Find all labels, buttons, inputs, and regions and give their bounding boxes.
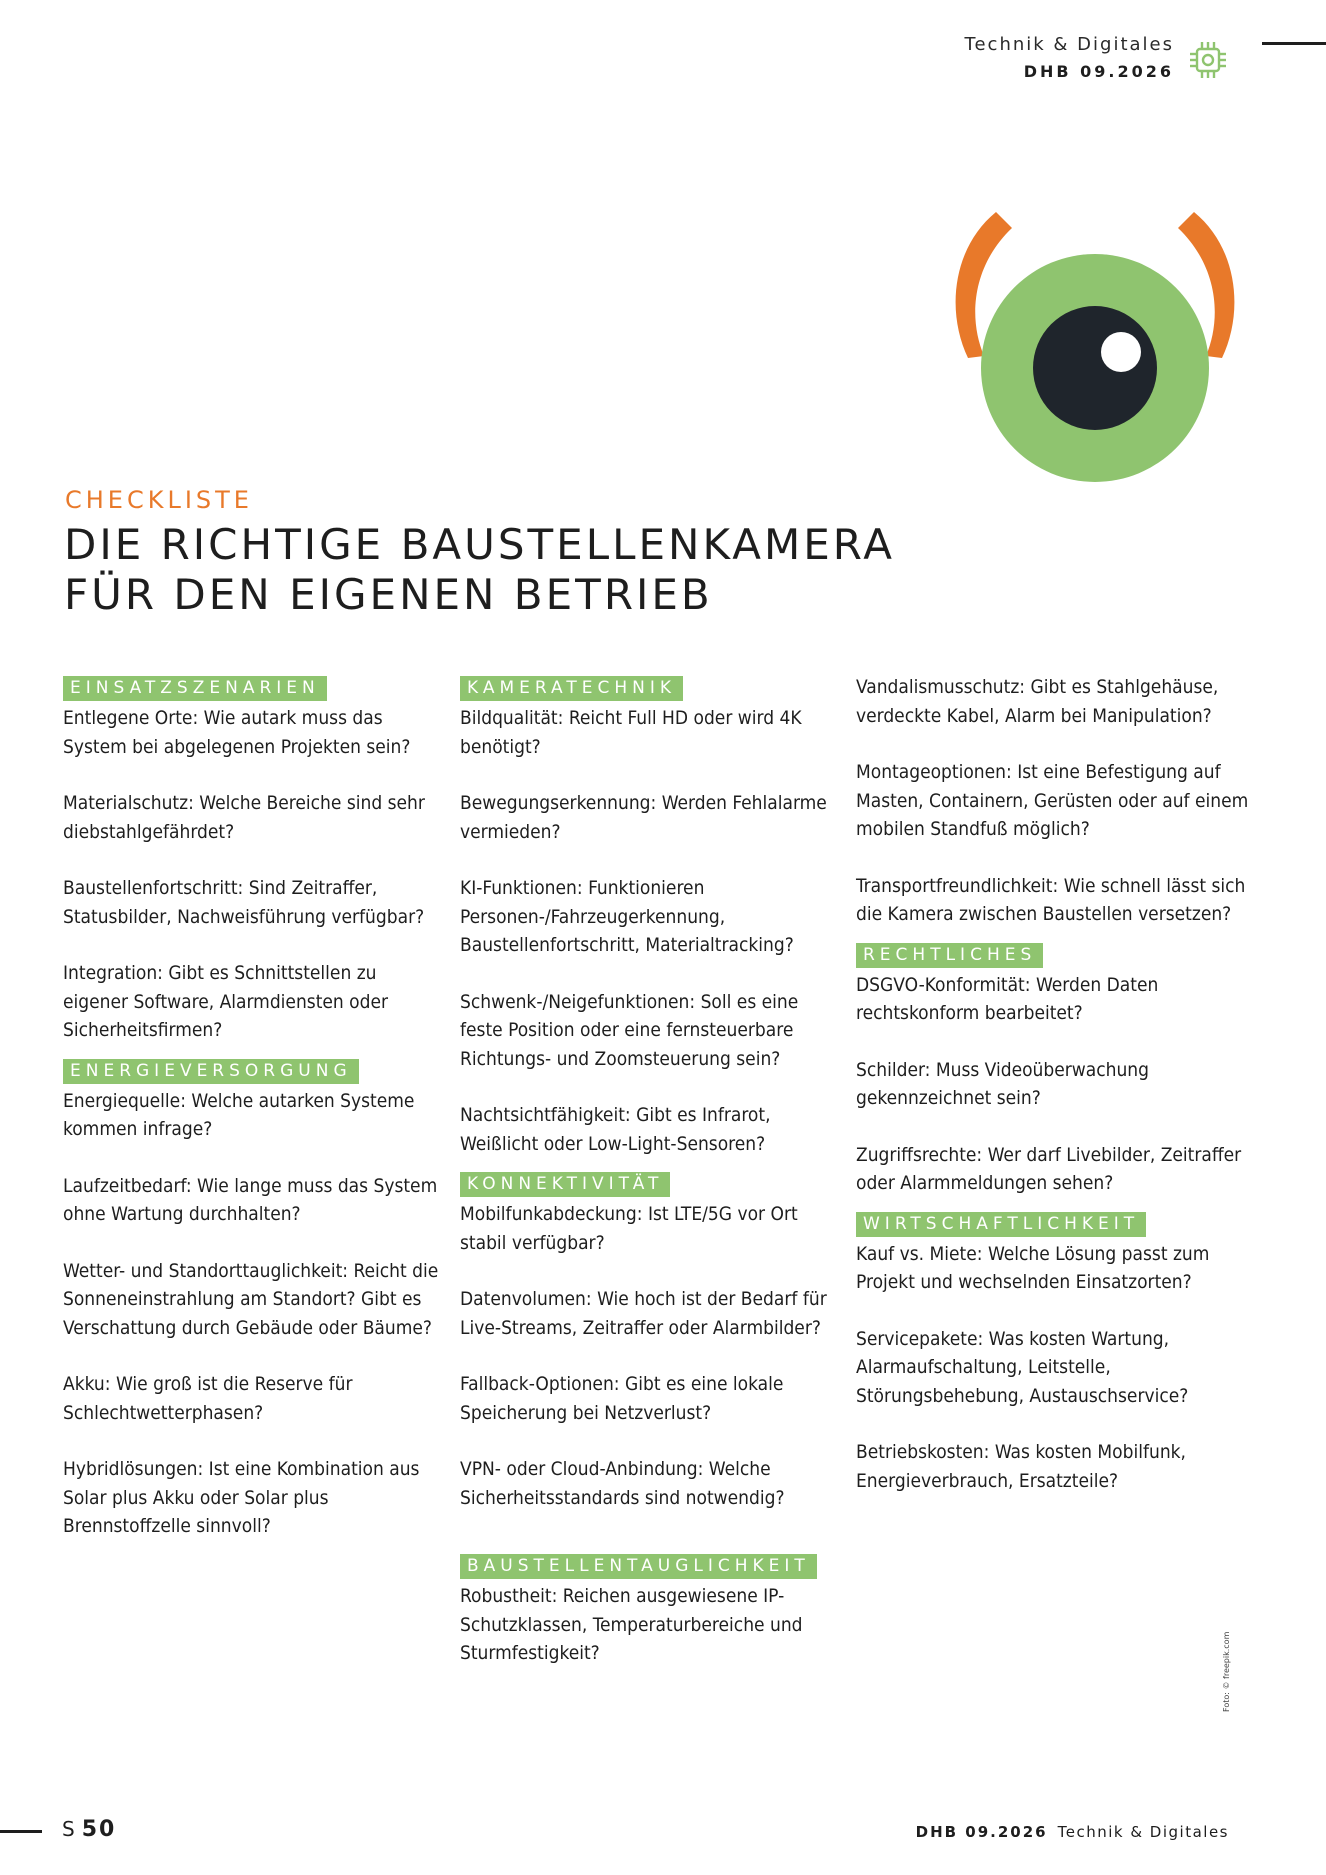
footer-info — [916, 1823, 1229, 1841]
checklist-item — [460, 1370, 840, 1427]
item-key: Fallback-Optionen: — [460, 1373, 620, 1395]
item-key: Laufzeitbedarf: — [63, 1174, 192, 1197]
item-text: Welche Bereiche sind sehr diebstahlgefährdet? — [63, 792, 425, 843]
page-title — [64, 520, 895, 620]
checklist-item — [856, 673, 1256, 730]
category-label: KONNEKTIVITÄT — [460, 1172, 670, 1197]
item-key: Vandalismusschutz: — [856, 676, 1026, 698]
header-issue: DHB 09.2026 — [1023, 62, 1174, 81]
page-number-value: 50 — [81, 1817, 117, 1842]
category-label: ENERGIEVERSORGUNG — [63, 1059, 359, 1084]
item-key: Betriebskosten: — [856, 1441, 990, 1463]
checklist-kicker: CHECKLISTE — [65, 486, 253, 514]
category-label: KAMERATECHNIK — [460, 676, 683, 701]
item-key: Wetter- und Standorttauglichkeit: — [63, 1259, 349, 1282]
item-text: Welche autarken Systeme kommen infrage? — [63, 1089, 415, 1140]
item-key: Zugriffsrechte: — [856, 1143, 983, 1166]
category-label: EINSATZSZENARIEN — [63, 676, 327, 701]
checklist-item — [460, 789, 840, 846]
checklist-item — [63, 1455, 443, 1541]
item-text: Wie lange muss das System ohne Wartung durchhalten? — [63, 1174, 438, 1225]
checklist-item — [460, 988, 840, 1074]
item-key: Schilder: — [856, 1058, 931, 1081]
item-text: Welche Lösung passt zum Projekt und wechselnden Einsatzorten? — [856, 1242, 1210, 1293]
checklist-item — [460, 1101, 840, 1158]
item-text: Gibt es Infrarot, Weißlicht oder Low-Light-Sensoren? — [460, 1104, 771, 1155]
item-key: Hybridlösungen: — [63, 1458, 204, 1480]
item-key: Servicepakete: — [856, 1327, 984, 1350]
checklist-item — [460, 1455, 840, 1512]
item-text: Muss Videoüberwachung gekennzeichnet sein? — [856, 1058, 1149, 1109]
checklist-item — [856, 1056, 1256, 1113]
item-key: Schwenk-/Neigefunktionen: — [460, 990, 696, 1013]
page-title-line: FÜR DEN EIGENEN BETRIEB — [64, 570, 713, 619]
item-key: VPN- oder Cloud-Anbindung: — [460, 1458, 704, 1480]
footer-rule — [0, 1830, 42, 1833]
footer-section: Technik & Digitales — [1057, 1823, 1229, 1841]
page-prefix: S — [62, 1817, 76, 1841]
item-key: Akku: — [63, 1373, 111, 1395]
checklist-item — [63, 1257, 443, 1343]
category-label: WIRTSCHAFTLICHKEIT — [856, 1212, 1146, 1237]
category-label: RECHTLICHES — [856, 943, 1043, 968]
item-text: Werden Fehlalarme vermieden? — [460, 792, 827, 843]
item-text: Gibt es Schnittstellen zu eigener Software, Alarmdiensten oder Sicherheitsfirmen? — [63, 962, 389, 1041]
checklist-item — [63, 789, 443, 846]
footer-issue: DHB 09.2026 — [915, 1823, 1048, 1841]
checklist-item — [856, 1141, 1256, 1198]
item-key: Bewegungserkennung: — [460, 792, 657, 814]
checklist-column-3 — [856, 673, 1256, 1495]
item-text: Ist LTE/5G vor Ort stabil verfügbar? — [460, 1203, 798, 1254]
checklist-item — [63, 1087, 443, 1144]
item-text: Reicht die Sonneneinstrahlung am Standort? Gibt es Verschattung durch Gebäude oder Bäume? — [63, 1259, 439, 1339]
item-text: Welche Sicherheitsstandards sind notwendig? — [460, 1458, 785, 1509]
checklist-item — [460, 1285, 840, 1342]
item-key: Bildqualität: — [460, 707, 564, 729]
item-key: Nachtsichtfähigkeit: — [460, 1104, 631, 1126]
item-text: Werden Daten rechtskonform bearbeitet? — [856, 973, 1159, 1024]
checklist-item — [856, 872, 1256, 929]
item-key: DSGVO-Konformität: — [856, 973, 1031, 996]
checklist-item — [63, 874, 443, 931]
item-text: Ist eine Kombination aus Solar plus Akku oder Solar plus Brennstoffzelle sinnvoll? — [63, 1458, 420, 1537]
checklist-item — [63, 1370, 443, 1427]
item-key: Transportfreundlichkeit: — [856, 874, 1059, 897]
item-text: Sind Zeitraffer, Statusbilder, Nachweisführung verfügbar? — [63, 877, 425, 928]
checklist-item — [63, 704, 443, 761]
checklist-column-1 — [63, 673, 443, 1541]
item-key: Datenvolumen: — [460, 1288, 592, 1310]
checklist-item — [63, 1172, 443, 1229]
checklist-item — [856, 971, 1256, 1028]
item-text: Wie autark muss das System bei abgelegenen Projekten sein? — [63, 707, 411, 758]
item-key: Entlegene Orte: — [63, 707, 199, 729]
item-key: Energiequelle: — [63, 1089, 186, 1112]
checklist-column-2 — [460, 673, 840, 1668]
item-text: Gibt es eine lokale Speicherung bei Netzverlust? — [460, 1373, 784, 1424]
item-key: Kauf vs. Miete: — [856, 1242, 983, 1265]
item-text: Funktionieren Personen-/Fahrzeugerkennung, Baustellenfortschritt, Materialtracking? — [460, 877, 794, 956]
page-number — [62, 1817, 116, 1842]
photo-credit: Foto: © freepik.com — [1222, 1631, 1231, 1712]
item-text: Reichen ausgewiesene IP-Schutzklassen, Temperaturbereiche und Sturmfestigkeit? — [460, 1585, 803, 1664]
item-text: Ist eine Befestigung auf Masten, Containern, Gerüsten oder auf einem mobilen Standfuß möglich? — [856, 761, 1249, 840]
checklist-item — [856, 1438, 1256, 1495]
item-key: Baustellenfortschritt: — [63, 877, 244, 899]
checklist-item — [460, 1582, 840, 1668]
item-text: Wer darf Livebilder, Zeitraffer oder Alarmmeldungen sehen? — [856, 1143, 1242, 1194]
header-section-title: Technik & Digitales — [964, 34, 1174, 55]
item-key: Robustheit: — [460, 1585, 558, 1607]
checklist-item — [856, 1240, 1256, 1297]
item-text: Was kosten Wartung, Alarmaufschaltung, Leitstelle, Störungsbehebung, Austauschservice? — [856, 1327, 1189, 1407]
item-text: Wie hoch ist der Bedarf für Live-Streams, Zeitraffer oder Alarmbilder? — [460, 1288, 827, 1339]
item-key: Montageoptionen: — [856, 761, 1012, 783]
item-key: KI-Funktionen: — [460, 877, 583, 899]
checklist-item — [856, 758, 1256, 844]
header-rule — [1262, 42, 1326, 45]
checklist-item — [460, 874, 840, 960]
checklist-item — [63, 959, 443, 1045]
item-text: Was kosten Mobilfunk, Energieverbrauch, Ersatzteile? — [856, 1441, 1186, 1492]
circuit-chip-icon — [1186, 38, 1230, 82]
item-text: Wie groß ist die Reserve für Schlechtwetterphasen? — [63, 1373, 353, 1424]
item-text: Wie schnell lässt sich die Kamera zwischen Baustellen versetzen? — [856, 874, 1246, 925]
item-text: Gibt es Stahlgehäuse, verdeckte Kabel, Alarm bei Manipulation? — [856, 676, 1219, 727]
checklist-item — [460, 1200, 840, 1257]
checklist-item — [856, 1325, 1256, 1411]
page-title-line: DIE RICHTIGE BAUSTELLENKAMERA — [64, 520, 895, 569]
item-key: Materialschutz: — [63, 792, 194, 814]
item-text: Soll es eine feste Position oder eine fernsteuerbare Richtungs- und Zoomsteuerung sein? — [460, 990, 799, 1070]
category-label: BAUSTELLENTAUGLICHKEIT — [460, 1554, 817, 1579]
camera-eye-icon — [950, 208, 1240, 498]
item-key: Integration: — [63, 962, 163, 984]
item-text: Reicht Full HD oder wird 4K benötigt? — [460, 707, 802, 758]
checklist-item — [460, 704, 840, 761]
item-key: Mobilfunkabdeckung: — [460, 1203, 643, 1225]
